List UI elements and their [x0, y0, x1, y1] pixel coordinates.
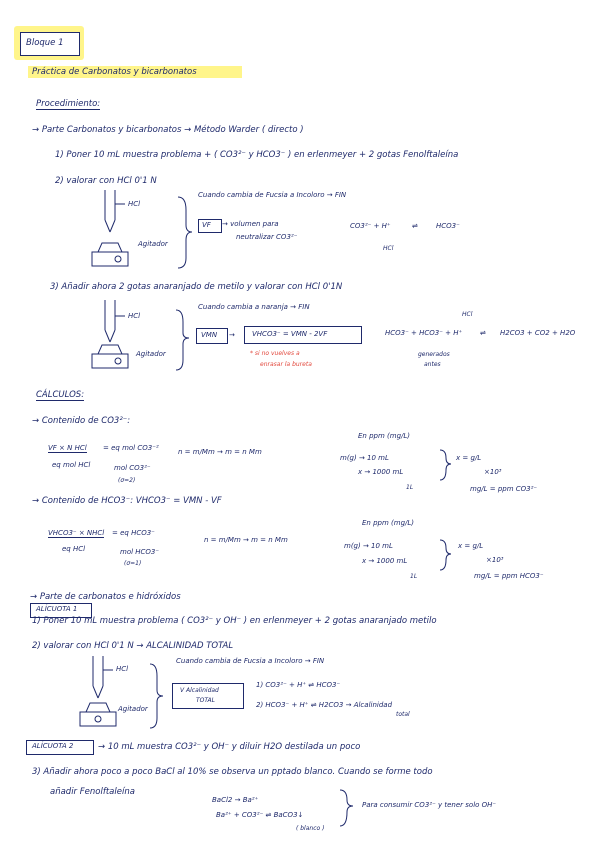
- part2-cond: Cuando cambia de Fucsia a Incoloro → FIN: [176, 657, 325, 665]
- total-label: total: [396, 711, 410, 718]
- hcl-label-2: HCl: [128, 312, 141, 320]
- agitador-label-3: Agitador: [118, 705, 148, 713]
- frac2-num: VHCO3⁻ × NHCl: [48, 529, 105, 537]
- eq1-below: HCl: [383, 245, 394, 252]
- mol-co3: mol CO3²⁻: [114, 464, 151, 472]
- generados-2: antes: [424, 361, 441, 368]
- eq2-right: H2CO3 + CO2 + H2O: [500, 329, 576, 337]
- eq2-arrow: ⇌: [480, 329, 486, 337]
- eq-hco3: = eq HCO3⁻: [112, 529, 155, 537]
- cond2: Cuando cambia a naranja → FIN: [198, 303, 310, 311]
- part2-step3b: añadir Fenolftaleína: [50, 787, 135, 797]
- calculos-heading: CÁLCULOS:: [36, 390, 85, 400]
- generados-1: generados: [418, 351, 450, 358]
- note-red-2: enrasar la bureta: [260, 361, 312, 368]
- mg-1: m(g) → 10 mL: [340, 454, 389, 462]
- proc-step3: 3) Añadir ahora 2 gotas anaranjado de metilo y valorar con HCl 0'1N: [50, 282, 343, 292]
- res-1: mg/L = ppm CO3²⁻: [470, 485, 538, 493]
- xeq-1: x = g/L: [456, 454, 482, 462]
- ba-eq: Ba²⁺ + CO3²⁻ ⇌ BaCO3↓: [216, 811, 304, 819]
- eq2-left: HCO3⁻ + HCO3⁻ + H⁺: [385, 329, 463, 337]
- part2-step2: 2) valorar con HCl 0'1 N → ALCALINIDAD TOTAL: [32, 641, 234, 651]
- x103-1: ×10³: [484, 468, 502, 476]
- ppm-2: En ppm (mg/L): [362, 519, 414, 527]
- eq-co3: = eq mol CO3⁻²: [103, 444, 159, 452]
- alicuota1: ALÍCUOTA 1: [36, 605, 78, 613]
- valc-2: TOTAL: [196, 697, 215, 704]
- eq1-right: HCO3⁻: [436, 222, 460, 230]
- sigma1: (σ=1): [124, 560, 142, 567]
- oneL-2: 1L: [410, 573, 418, 580]
- part2-step1: 1) Poner 10 mL muestra problema ( CO3²⁻ y OH⁻ ) en erlenmeyer + 2 gotas anaranjado metilo: [32, 616, 437, 626]
- frac1-num: VF × N HCl: [48, 444, 87, 452]
- note-red-1: * si no vuelves a: [250, 350, 300, 357]
- part2-heading: → Parte de carbonatos e hidróxidos: [30, 592, 181, 602]
- r2: 2) HCO3⁻ + H⁺ ⇌ H2CO3 → Alcalinidad: [256, 701, 393, 709]
- proc-step1: 1) Poner 10 mL muestra problema + ( CO3²⁻ y HCO3⁻ ) en erlenmeyer + 2 gotas Fenolftaleína: [55, 150, 459, 160]
- vf-desc1: → volumen para: [222, 220, 279, 228]
- proc-step2: 2) valorar con HCl 0'1 N: [55, 176, 157, 186]
- eq1-left: CO3²⁻ + H⁺: [350, 222, 391, 230]
- final-note: Para consumir CO3²⁻ y tener solo OH⁻: [362, 801, 497, 809]
- bloque-label: Bloque 1: [26, 38, 64, 48]
- valc-1: V Alcalinidad: [180, 687, 219, 694]
- res-2: mg/L = ppm HCO3⁻: [474, 572, 544, 580]
- mg-2: m(g) → 10 mL: [344, 542, 393, 550]
- nm-1: n = m/Mm → m = n Mm: [178, 448, 262, 456]
- eq1-arrow: ⇌: [412, 222, 418, 230]
- proc-line1: → Parte Carbonatos y bicarbonatos → Método Warder ( directo ): [32, 125, 304, 135]
- x-1: x → 1000 mL: [358, 468, 404, 476]
- alicuota2: ALÍCUOTA 2: [32, 742, 74, 750]
- part2-step3a: 3) Añadir ahora poco a poco BaCl al 10% se observa un pptado blanco. Cuando se forme todo: [32, 767, 433, 777]
- frac1-den: eq mol HCl: [52, 461, 91, 469]
- ppm-1: En ppm (mg/L): [358, 432, 410, 440]
- procedimiento-heading: Procedimiento:: [36, 99, 101, 109]
- frac2-den: eq HCl: [62, 545, 86, 553]
- alicuota2-text: → 10 mL muestra CO3²⁻ y OH⁻ y diluir H2O destilada un poco: [98, 742, 361, 752]
- oneL-1: 1L: [406, 484, 414, 491]
- vmn-label: VMN: [201, 331, 218, 339]
- page-title: Práctica de Carbonatos y bicarbonatos: [32, 67, 197, 77]
- cont1: → Contenido de CO3²⁻:: [32, 416, 131, 426]
- x-2: x → 1000 mL: [362, 557, 408, 565]
- sigma2: (σ=2): [118, 477, 136, 484]
- x103-2: ×10³: [486, 556, 504, 564]
- bacl: BaCl2 → Ba²⁺: [212, 796, 259, 804]
- agitador-label-1: Agitador: [138, 240, 168, 248]
- vf-label: VF: [202, 221, 211, 229]
- hcl-above: HCl: [462, 311, 473, 318]
- vhco3-formula: VHCO3⁻ = VMN - 2VF: [252, 330, 328, 338]
- nm-2: n = m/Mm → m = n Mm: [204, 536, 288, 544]
- vf-desc2: neutralizar CO3²⁻: [236, 233, 298, 241]
- agitador-label-2: Agitador: [136, 350, 166, 358]
- cond1: Cuando cambia de Fucsia a Incoloro → FIN: [198, 191, 347, 199]
- r1: 1) CO3²⁻ + H⁺ ⇌ HCO3⁻: [256, 681, 341, 689]
- vmn-arrow: →: [229, 331, 235, 339]
- hcl-label-3: HCl: [116, 665, 129, 673]
- mol-hco3: mol HCO3⁻: [120, 548, 160, 556]
- xeq-2: x = g/L: [458, 542, 484, 550]
- hcl-label-1: HCl: [128, 200, 141, 208]
- cont2: → Contenido de HCO3⁻: VHCO3⁻ = VMN - VF: [32, 496, 222, 506]
- blanco: ( blanco ): [296, 825, 325, 832]
